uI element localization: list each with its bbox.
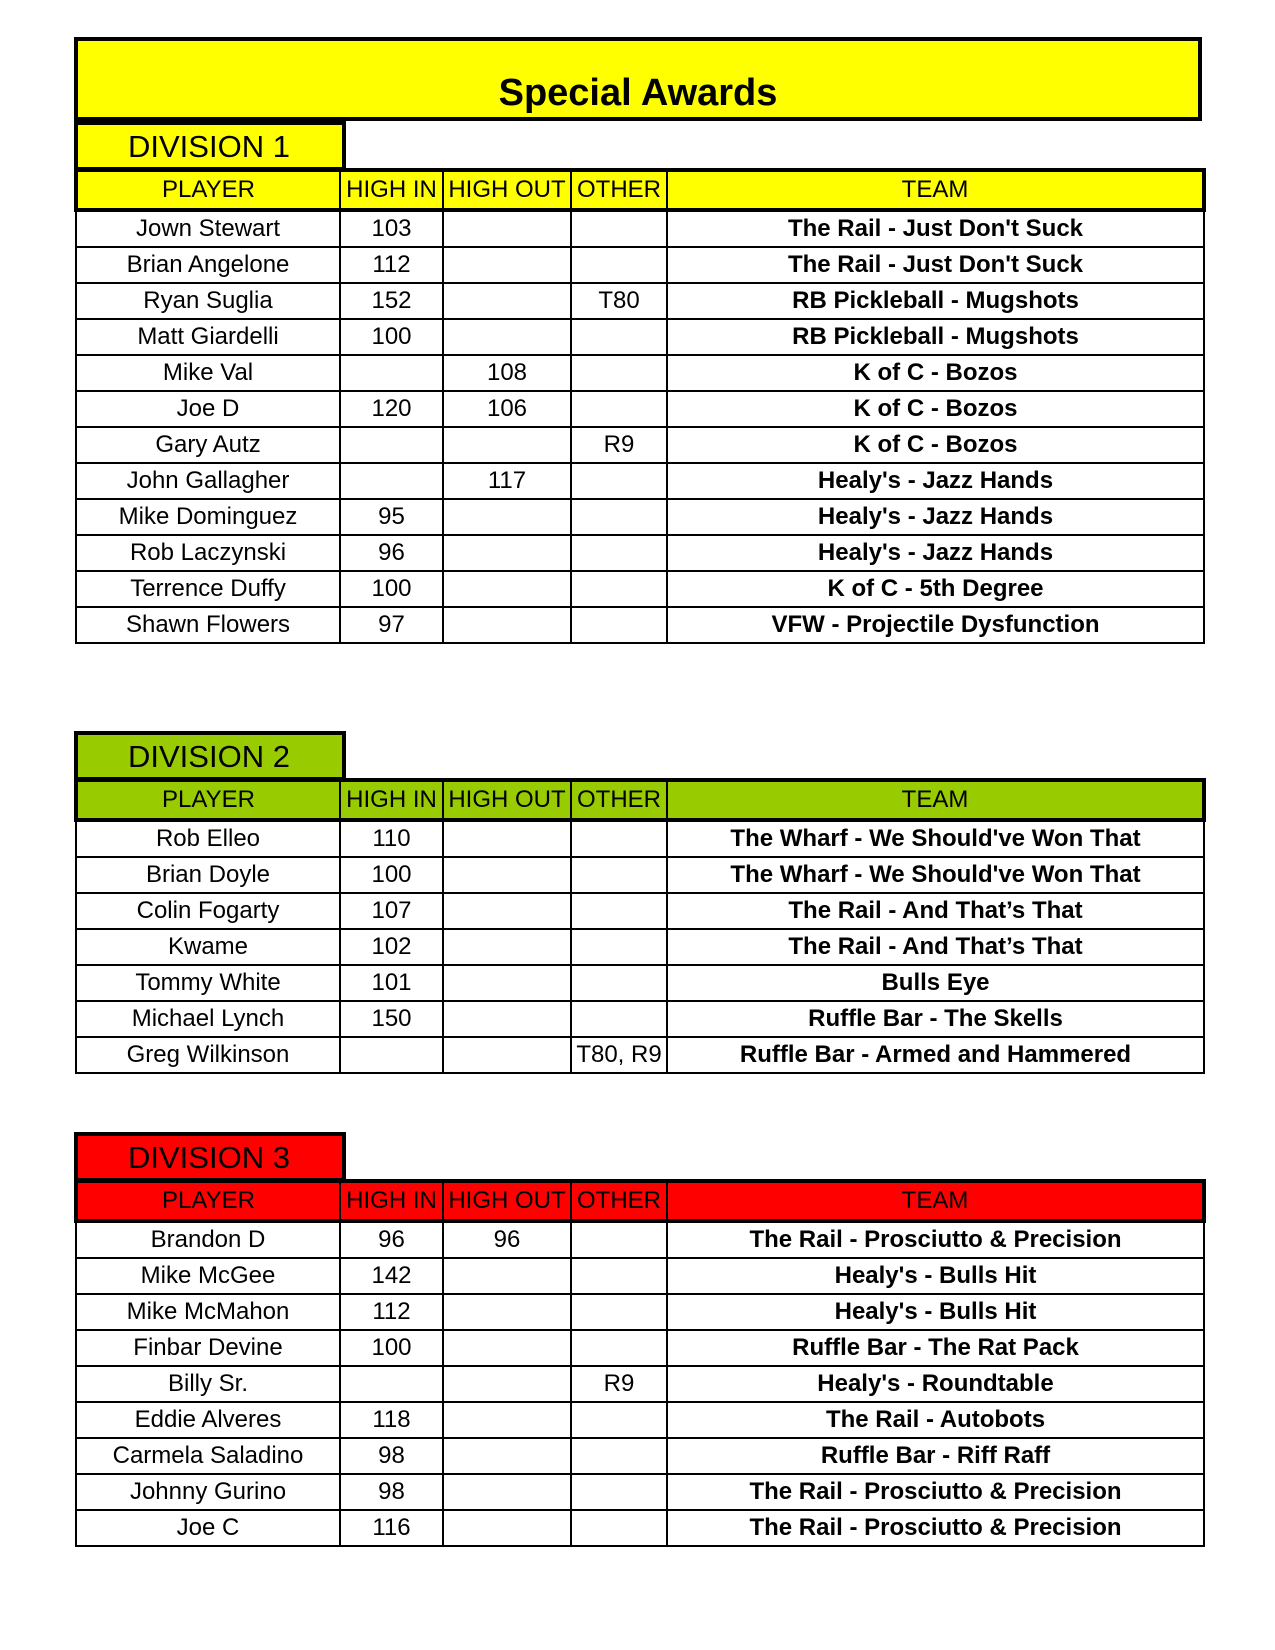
other-cell <box>571 355 667 391</box>
high-out-cell <box>443 571 571 607</box>
player-cell: Gary Autz <box>76 427 340 463</box>
col-team-header: TEAM <box>667 1181 1204 1221</box>
other-cell <box>571 1402 667 1438</box>
player-cell: Mike McMahon <box>76 1294 340 1330</box>
high-in-cell: 100 <box>340 319 443 355</box>
team-cell: RB Pickleball - Mugshots <box>667 319 1204 355</box>
other-cell <box>571 857 667 893</box>
player-cell: Mike McGee <box>76 1258 340 1294</box>
high-in-cell: 112 <box>340 1294 443 1330</box>
table-row <box>76 1438 1204 1474</box>
table-row <box>76 1221 1204 1258</box>
table-row <box>76 499 1204 535</box>
division-1-table <box>74 168 1206 644</box>
high-in-cell: 96 <box>340 1221 443 1258</box>
player-cell: Brandon D <box>76 1221 340 1258</box>
team-cell: The Rail - Prosciutto & Precision <box>667 1474 1204 1510</box>
table-row <box>76 1510 1204 1546</box>
player-cell: Eddie Alveres <box>76 1402 340 1438</box>
high-out-cell <box>443 965 571 1001</box>
col-high-out-header: HIGH OUT <box>443 170 571 210</box>
high-out-cell <box>443 607 571 643</box>
player-cell: Shawn Flowers <box>76 607 340 643</box>
high-out-cell <box>443 1330 571 1366</box>
table-row <box>76 355 1204 391</box>
team-cell: The Wharf - We Should've Won That <box>667 820 1204 857</box>
col-other-header: OTHER <box>571 170 667 210</box>
col-high-out-header: HIGH OUT <box>443 1181 571 1221</box>
high-out-cell <box>443 319 571 355</box>
team-cell: The Rail - Just Don't Suck <box>667 247 1204 283</box>
team-cell: Ruffle Bar - The Rat Pack <box>667 1330 1204 1366</box>
other-cell <box>571 463 667 499</box>
high-out-cell <box>443 1366 571 1402</box>
high-out-cell <box>443 1438 571 1474</box>
player-cell: Brian Angelone <box>76 247 340 283</box>
col-high-in-header: HIGH IN <box>340 170 443 210</box>
division-2-table <box>74 778 1206 1074</box>
player-cell: Colin Fogarty <box>76 893 340 929</box>
col-other-header: OTHER <box>571 1181 667 1221</box>
other-cell <box>571 1294 667 1330</box>
table-row <box>76 427 1204 463</box>
other-cell <box>571 1258 667 1294</box>
team-cell: The Rail - Prosciutto & Precision <box>667 1510 1204 1546</box>
player-cell: Kwame <box>76 929 340 965</box>
other-cell <box>571 571 667 607</box>
high-in-cell: 150 <box>340 1001 443 1037</box>
player-cell: Joe C <box>76 1510 340 1546</box>
other-cell <box>571 1510 667 1546</box>
team-cell: Bulls Eye <box>667 965 1204 1001</box>
other-cell <box>571 391 667 427</box>
page-title: Special Awards <box>74 37 1202 121</box>
other-cell <box>571 965 667 1001</box>
team-cell: Healy's - Roundtable <box>667 1366 1204 1402</box>
other-cell <box>571 1438 667 1474</box>
high-in-cell: 142 <box>340 1258 443 1294</box>
division-1-label: DIVISION 1 <box>74 121 346 171</box>
col-player-header: PLAYER <box>76 1181 340 1221</box>
high-out-cell <box>443 427 571 463</box>
team-cell: Healy's - Jazz Hands <box>667 463 1204 499</box>
col-player-header: PLAYER <box>76 780 340 820</box>
high-in-cell: 100 <box>340 571 443 607</box>
high-out-cell <box>443 1001 571 1037</box>
col-high-in-header: HIGH IN <box>340 780 443 820</box>
table-row <box>76 607 1204 643</box>
high-out-cell <box>443 247 571 283</box>
other-cell <box>571 893 667 929</box>
high-out-cell: 117 <box>443 463 571 499</box>
other-cell: T80 <box>571 283 667 319</box>
team-cell: The Rail - And That’s That <box>667 893 1204 929</box>
high-in-cell: 96 <box>340 535 443 571</box>
high-out-cell <box>443 1258 571 1294</box>
table-row <box>76 1294 1204 1330</box>
team-cell: K of C - 5th Degree <box>667 571 1204 607</box>
player-cell: Tommy White <box>76 965 340 1001</box>
other-cell <box>571 1474 667 1510</box>
player-cell: John Gallagher <box>76 463 340 499</box>
col-high-out-header: HIGH OUT <box>443 780 571 820</box>
team-cell: The Wharf - We Should've Won That <box>667 857 1204 893</box>
table-row <box>76 1366 1204 1402</box>
other-cell: R9 <box>571 1366 667 1402</box>
team-cell: Ruffle Bar - The Skells <box>667 1001 1204 1037</box>
player-cell: Rob Elleo <box>76 820 340 857</box>
player-cell: Johnny Gurino <box>76 1474 340 1510</box>
table-row <box>76 571 1204 607</box>
high-in-cell <box>340 355 443 391</box>
team-cell: Healy's - Bulls Hit <box>667 1258 1204 1294</box>
col-high-in-header: HIGH IN <box>340 1181 443 1221</box>
team-cell: The Rail - Just Don't Suck <box>667 210 1204 247</box>
other-cell <box>571 1001 667 1037</box>
team-cell: Healy's - Jazz Hands <box>667 499 1204 535</box>
high-out-cell: 106 <box>443 391 571 427</box>
high-out-cell <box>443 857 571 893</box>
player-cell: Jown Stewart <box>76 210 340 247</box>
high-in-cell: 95 <box>340 499 443 535</box>
table-row <box>76 391 1204 427</box>
other-cell: T80, R9 <box>571 1037 667 1073</box>
col-team-header: TEAM <box>667 170 1204 210</box>
player-cell: Billy Sr. <box>76 1366 340 1402</box>
player-cell: Matt Giardelli <box>76 319 340 355</box>
other-cell <box>571 607 667 643</box>
player-cell: Terrence Duffy <box>76 571 340 607</box>
high-in-cell: 100 <box>340 857 443 893</box>
player-cell: Mike Dominguez <box>76 499 340 535</box>
high-out-cell: 96 <box>443 1221 571 1258</box>
other-cell <box>571 499 667 535</box>
high-out-cell <box>443 283 571 319</box>
player-cell: Michael Lynch <box>76 1001 340 1037</box>
team-cell: Healy's - Bulls Hit <box>667 1294 1204 1330</box>
high-out-cell <box>443 820 571 857</box>
player-cell: Rob Laczynski <box>76 535 340 571</box>
table-row <box>76 1258 1204 1294</box>
high-out-cell <box>443 499 571 535</box>
table-row <box>76 1330 1204 1366</box>
player-cell: Greg Wilkinson <box>76 1037 340 1073</box>
table-row <box>76 1037 1204 1073</box>
table-row <box>76 820 1204 857</box>
player-cell: Carmela Saladino <box>76 1438 340 1474</box>
team-cell: RB Pickleball - Mugshots <box>667 283 1204 319</box>
high-out-cell <box>443 1510 571 1546</box>
table-row <box>76 319 1204 355</box>
division-3-table <box>74 1179 1206 1547</box>
team-cell: Healy's - Jazz Hands <box>667 535 1204 571</box>
high-in-cell: 120 <box>340 391 443 427</box>
player-cell: Ryan Suglia <box>76 283 340 319</box>
table-row <box>76 857 1204 893</box>
table-row <box>76 1402 1204 1438</box>
player-cell: Finbar Devine <box>76 1330 340 1366</box>
high-in-cell: 112 <box>340 247 443 283</box>
high-out-cell <box>443 893 571 929</box>
high-out-cell <box>443 1402 571 1438</box>
player-cell: Brian Doyle <box>76 857 340 893</box>
high-out-cell <box>443 1474 571 1510</box>
table-row <box>76 965 1204 1001</box>
header-row <box>76 1181 1204 1221</box>
division-2-label: DIVISION 2 <box>74 731 346 781</box>
high-in-cell: 98 <box>340 1474 443 1510</box>
other-cell <box>571 1330 667 1366</box>
table-row <box>76 463 1204 499</box>
high-out-cell <box>443 1037 571 1073</box>
high-in-cell: 107 <box>340 893 443 929</box>
col-other-header: OTHER <box>571 780 667 820</box>
high-out-cell <box>443 535 571 571</box>
team-cell: Ruffle Bar - Armed and Hammered <box>667 1037 1204 1073</box>
high-out-cell <box>443 929 571 965</box>
table-row <box>76 283 1204 319</box>
col-team-header: TEAM <box>667 780 1204 820</box>
high-in-cell: 110 <box>340 820 443 857</box>
table-row <box>76 1001 1204 1037</box>
header-row <box>76 170 1204 210</box>
high-in-cell: 118 <box>340 1402 443 1438</box>
high-out-cell <box>443 1294 571 1330</box>
high-in-cell <box>340 1037 443 1073</box>
team-cell: K of C - Bozos <box>667 355 1204 391</box>
player-cell: Joe D <box>76 391 340 427</box>
high-in-cell <box>340 1366 443 1402</box>
high-in-cell: 98 <box>340 1438 443 1474</box>
high-out-cell: 108 <box>443 355 571 391</box>
high-in-cell <box>340 427 443 463</box>
team-cell: The Rail - Autobots <box>667 1402 1204 1438</box>
team-cell: Ruffle Bar - Riff Raff <box>667 1438 1204 1474</box>
team-cell: The Rail - And That’s That <box>667 929 1204 965</box>
high-in-cell: 103 <box>340 210 443 247</box>
other-cell <box>571 319 667 355</box>
table-row <box>76 535 1204 571</box>
team-cell: K of C - Bozos <box>667 427 1204 463</box>
team-cell: K of C - Bozos <box>667 391 1204 427</box>
table-row <box>76 929 1204 965</box>
other-cell <box>571 929 667 965</box>
high-in-cell <box>340 463 443 499</box>
division-3-label: DIVISION 3 <box>74 1132 346 1182</box>
col-player-header: PLAYER <box>76 170 340 210</box>
other-cell <box>571 535 667 571</box>
table-row <box>76 1474 1204 1510</box>
team-cell: The Rail - Prosciutto & Precision <box>667 1221 1204 1258</box>
team-cell: VFW - Projectile Dysfunction <box>667 607 1204 643</box>
high-out-cell <box>443 210 571 247</box>
other-cell <box>571 247 667 283</box>
high-in-cell: 101 <box>340 965 443 1001</box>
other-cell: R9 <box>571 427 667 463</box>
high-in-cell: 152 <box>340 283 443 319</box>
other-cell <box>571 820 667 857</box>
table-row <box>76 210 1204 247</box>
other-cell <box>571 1221 667 1258</box>
high-in-cell: 116 <box>340 1510 443 1546</box>
table-row <box>76 247 1204 283</box>
high-in-cell: 97 <box>340 607 443 643</box>
player-cell: Mike Val <box>76 355 340 391</box>
high-in-cell: 100 <box>340 1330 443 1366</box>
other-cell <box>571 210 667 247</box>
high-in-cell: 102 <box>340 929 443 965</box>
table-row <box>76 893 1204 929</box>
header-row <box>76 780 1204 820</box>
